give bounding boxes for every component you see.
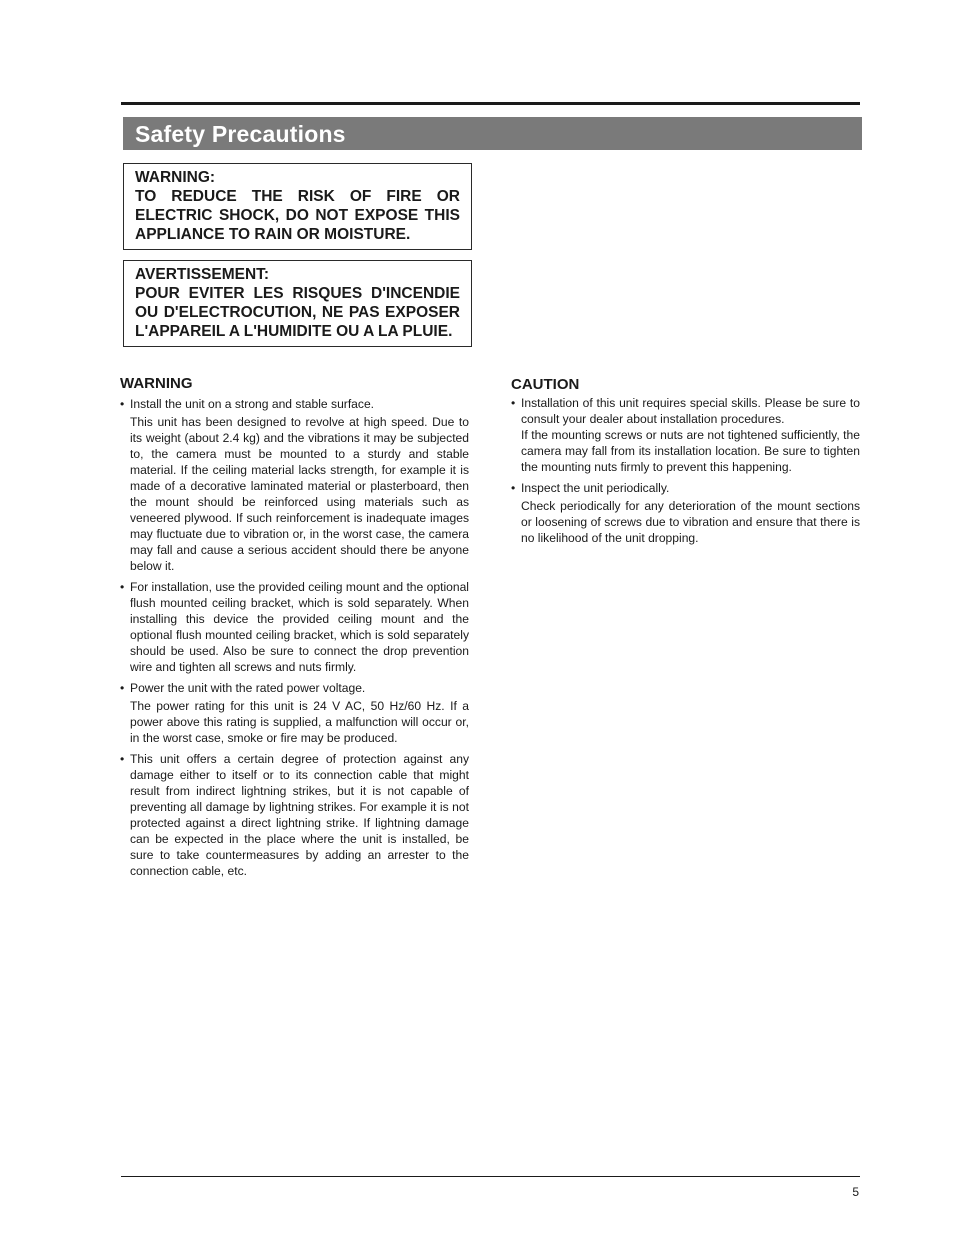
warning-box-text: TO REDUCE THE RISK OF FIRE OR ELECTRIC SHOCK, DO NOT EXPOSE THIS APPLIANCE TO RAIN OR MOISTURE. <box>135 188 460 243</box>
section-title-bar <box>123 117 862 150</box>
bullet: • <box>120 397 125 411</box>
bullet: • <box>120 752 125 766</box>
bullet: • <box>511 481 516 495</box>
bullet: • <box>120 681 125 695</box>
caution-item <box>511 480 860 546</box>
warning-item-detail: This unit has been designed to revolve at high speed. Due to its weight (about 2.4 kg) and the vibrations it may be subjected to, the camera must be mounted to a sturdy and stable material. If the ceiling material lacks strength, for example it is made of a decorative laminated material or plasterboard, then the mount should be reinforced using materials such as veneered plywood. If such reinforcement is inadequate images may fluctuate due to vibration or, in the worst case, the camera may fall and cause a serious accident should there be anyone below it. <box>130 415 469 573</box>
warning-box-heading: WARNING: <box>135 169 216 186</box>
warning-box <box>123 163 472 250</box>
caution-item-detail: Check periodically for any deterioration of the mount sections or loosening of screws due to vibration and ensure that there is no likelihood of the unit dropping. <box>521 499 860 545</box>
avertissement-box-heading: AVERTISSEMENT: <box>135 266 270 283</box>
caution-item-lead: Inspect the unit periodically. <box>521 481 670 495</box>
warning-item-lead: Power the unit with the rated power voltage. <box>130 681 366 695</box>
caution-item-detail: If the mounting screws or nuts are not tightened sufficiently, the camera may fall from its installation location. Be sure to tighten the mounting nuts firmly to prevent this happening. <box>521 428 860 474</box>
warning-item <box>120 751 469 879</box>
page-number: 5 <box>852 1185 859 1199</box>
bottom-rule <box>121 1176 860 1177</box>
warning-item <box>120 680 469 746</box>
avertissement-box-text: POUR EVITER LES RISQUES D'INCENDIE OU D'ELECTROCUTION, NE PAS EXPOSER L'APPAREIL A L'HUMIDITE OU A LA PLUIE. <box>135 285 460 340</box>
warning-item-lead: For installation, use the provided ceiling mount and the optional flush mounted ceiling bracket, which is sold separately. When installing this device the provided ceiling mount and the optional flush mounted ceiling bracket, which is sold separately should be used. Also be sure to connect the drop prevention wire and tighten all screws and nuts firmly. <box>130 580 469 674</box>
page-title: Safety Precautions <box>135 121 346 147</box>
caution-heading: CAUTION <box>511 376 580 393</box>
warning-item <box>120 396 469 574</box>
avertissement-box <box>123 260 472 347</box>
caution-section <box>511 376 860 551</box>
warning-heading: WARNING <box>120 375 193 392</box>
warning-section <box>120 375 469 884</box>
warning-item-lead: Install the unit on a strong and stable surface. <box>130 397 375 411</box>
bullet: • <box>511 396 516 410</box>
warning-item-detail: The power rating for this unit is 24 V AC, 50 Hz/60 Hz. If a power above this rating is supplied, a malfunction will occur or, in the worst case, smoke or fire may be produced. <box>130 699 469 745</box>
caution-item-lead: Installation of this unit requires special skills. Please be sure to consult your dealer about installation procedures. <box>521 396 860 426</box>
warning-item <box>120 579 469 675</box>
warning-item-lead: This unit offers a certain degree of protection against any damage either to itself or to its connection cable that might result from indirect lightning strikes, but it is not capable of preventing all damage by lightning strikes. For example it is not protected against a direct lightning strike. If lightning damage can be expected in the place where the unit is installed, be sure to take countermeasures by adding an arrester to the connection cable, etc. <box>130 752 469 878</box>
caution-item <box>511 395 860 475</box>
top-rule <box>121 102 860 105</box>
bullet: • <box>120 580 125 594</box>
